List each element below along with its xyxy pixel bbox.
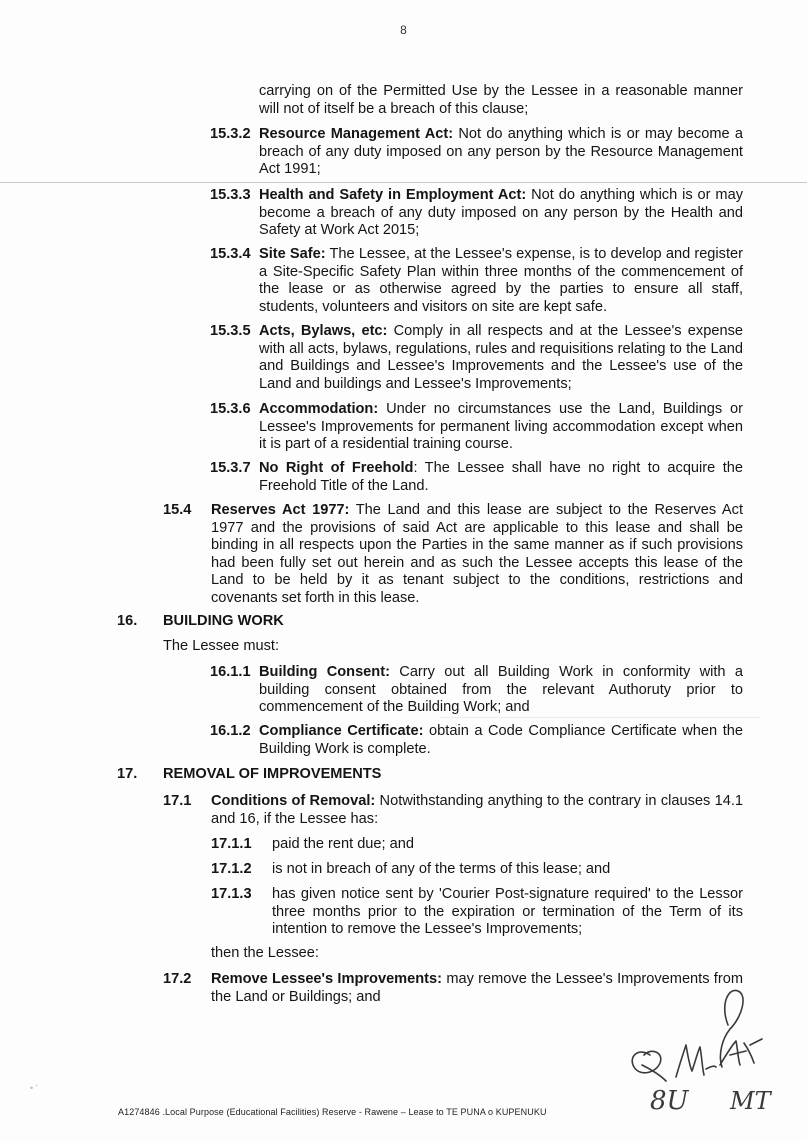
- clause-number: 15.3.5: [210, 323, 251, 339]
- initials-lessor: MT: [730, 1087, 771, 1115]
- clause-heading: Accommodation:: [259, 401, 379, 417]
- clause-heading: Conditions of Removal:: [211, 793, 376, 809]
- clause-number: 15.3.7: [210, 460, 251, 476]
- clause-number: 15.3.3: [210, 187, 251, 203]
- clause-text: obtain a Code Compliance Certificate when the Building Work is complete.: [259, 723, 743, 757]
- clause-text: : The Lessee shall have no right to acquire the Freehold Title of the Land.: [259, 460, 743, 494]
- clause-number: 15.3.6: [210, 401, 251, 417]
- clause-17-1-2: is not in breach of any of the terms of this lease; and: [272, 861, 611, 877]
- scan-artifact-line: [0, 182, 807, 183]
- section-number: 17.: [117, 766, 138, 782]
- clause-17-1-3: has given notice sent by 'Courier Post-signature required' to the Lessor three months prior to the expiration or termination of the Term of its intention to remove the Lessee's Improvements;: [272, 886, 743, 937]
- page-number: 8: [400, 23, 407, 37]
- scan-speck: • ': [30, 1083, 38, 1093]
- clause-text: The Land and this lease are subject to the Reserves Act 1977 and the provisions of said Act are applicable to this lease and shall be binding in all respects upon the Parties in the same manner as if such provisions had been fully set out herein and as such the Lessee accepts this lease of the Land to be held by it as tenant subject to the conditions, restrictions and covenants set forth in this lease.: [211, 502, 744, 606]
- clause-15-3-2: [259, 126, 743, 179]
- clause-17-1: [211, 793, 743, 828]
- clause-15-3-4: [259, 246, 743, 316]
- clause-heading: Site Safe:: [259, 246, 326, 262]
- clause-number: 15.4: [163, 502, 192, 518]
- section-heading-building-work: BUILDING WORK: [163, 613, 284, 629]
- clause-15-4: [211, 502, 743, 607]
- clause-15-3-7: [259, 460, 743, 495]
- clause-15-3-1-continuation: carrying on of the Permitted Use by the Lessee in a reasonable manner will not of itself be a breach of this clause;: [259, 83, 743, 117]
- clause-text: Notwithstanding anything to the contrary in clauses 14.1 and 16, if the Lessee has:: [211, 793, 743, 827]
- clause-15-3-3: [259, 187, 743, 240]
- clause-text: Not do anything which is or may become a breach of any duty imposed on any person by the Resource Management Act 1991;: [259, 126, 743, 177]
- clause-heading: Resource Management Act:: [259, 126, 454, 142]
- initials-lessee: 8U: [650, 1086, 689, 1115]
- section-number: 16.: [117, 613, 138, 629]
- clause-15-3-6: [259, 401, 743, 454]
- clause-16-1-2: [259, 723, 743, 758]
- clause-number: 17.2: [163, 971, 192, 987]
- signature-initials-1: [632, 1051, 666, 1081]
- clause-text: may remove the Lessee's Improvements from the Land or Buildings; and: [211, 971, 743, 1005]
- clause-number: 15.3.4: [210, 246, 251, 262]
- clause-number: 17.1: [163, 793, 192, 809]
- document-footer: A1274846 .Local Purpose (Educational Facilities) Reserve - Rawene – Lease to TE PUNA o KUPENUKU: [118, 1107, 547, 1117]
- clause-number: 17.1.3: [211, 886, 252, 902]
- clause-15-3-5: [259, 323, 743, 393]
- signature-initials-2: [676, 1045, 716, 1077]
- clause-number: 16.1.1: [210, 664, 251, 680]
- clause-heading: Remove Lessee's Improvements:: [211, 971, 443, 987]
- clause-text: The Lessee, at the Lessee's expense, is to develop and register a Site-Specific Safety Plan within three months of the commencement of the lease or as otherwise agreed by the parties to ensure all staff, students, volunteers and visitors on site are kept safe.: [259, 246, 743, 315]
- clause-number: 17.1.2: [211, 861, 252, 877]
- clause-heading: No Right of Freehold: [259, 460, 414, 476]
- clause-text: Not do anything which is or may become a breach of any duty imposed on any person by the Health and Safety at Work Act 2015;: [259, 187, 743, 238]
- signature-initials-3: [720, 1039, 762, 1065]
- clause-heading: Building Consent:: [259, 664, 390, 680]
- signature-loop: [720, 990, 743, 1067]
- clause-text: Under no circumstances use the Land, Buildings or Lessee's Improvements for permanent living accommodation except when it is part of a residential training course.: [259, 401, 743, 452]
- clause-text: Comply in all respects and at the Lessee's expense with all acts, bylaws, regulations, rules and requisitions relating to the Land and Buildings and Lessee's Improvements and the Lessee's use of the Land and buildings and Lessee's Improvements;: [259, 323, 743, 392]
- section-heading-removal: REMOVAL OF IMPROVEMENTS: [163, 766, 382, 782]
- section-intro: The Lessee must:: [163, 638, 279, 654]
- scan-artifact-line: [440, 717, 760, 718]
- clause-heading: Health and Safety in Employment Act:: [259, 187, 527, 203]
- handwritten-signatures: [610, 985, 800, 1115]
- clause-heading: Compliance Certificate:: [259, 723, 424, 739]
- clause-number: 17.1.1: [211, 836, 252, 852]
- clause-17-1-conclusion: then the Lessee:: [211, 945, 319, 961]
- clause-16-1-1: [259, 664, 743, 717]
- clause-number: 16.1.2: [210, 723, 251, 739]
- clause-heading: Reserves Act 1977:: [211, 502, 350, 518]
- clause-17-1-1: paid the rent due; and: [272, 836, 414, 852]
- clause-heading: Acts, Bylaws, etc:: [259, 323, 388, 339]
- clause-text: Carry out all Building Work in conformity with a building consent obtained from the relevant Authoruty prior to commencement of the Building Work; and: [259, 664, 743, 715]
- clause-number: 15.3.2: [210, 126, 251, 142]
